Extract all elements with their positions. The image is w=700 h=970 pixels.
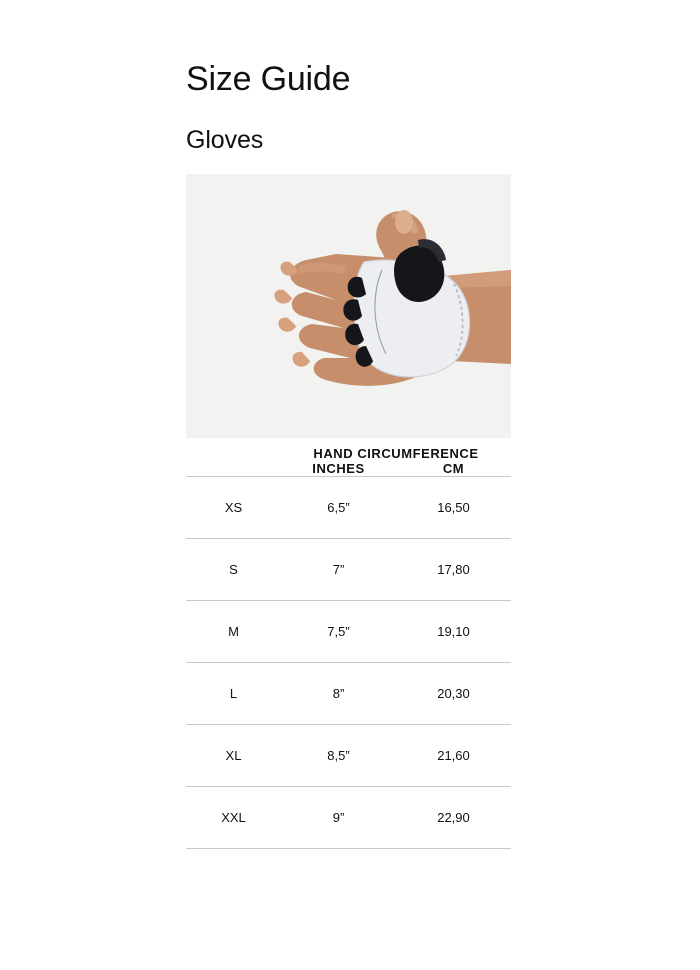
table-row [186, 539, 511, 601]
size-cell: XL [186, 725, 281, 787]
cm-cell: 22,90 [396, 787, 511, 849]
size-cell: XS [186, 477, 281, 539]
glove-illustration [186, 174, 511, 438]
size-cell: XXL [186, 787, 281, 849]
table-row [186, 663, 511, 725]
size-table [186, 446, 511, 849]
inches-cell: 9” [281, 787, 396, 849]
table-column-header-row [186, 461, 511, 477]
cm-cell: 17,80 [396, 539, 511, 601]
size-cell: M [186, 601, 281, 663]
cm-cell: 20,30 [396, 663, 511, 725]
size-cell: S [186, 539, 281, 601]
table-row [186, 787, 511, 849]
cm-column-header: CM [442, 461, 465, 476]
table-row [186, 725, 511, 787]
inches-cell: 7” [281, 539, 396, 601]
empty-corner-cell [186, 446, 281, 461]
size-column-header [186, 461, 281, 477]
size-table-container [186, 446, 511, 849]
cm-cell: 19,10 [396, 601, 511, 663]
table-row [186, 601, 511, 663]
size-cell: L [186, 663, 281, 725]
table-group-header-row [186, 446, 511, 461]
inches-cell: 7,5” [281, 601, 396, 663]
table-row [186, 477, 511, 539]
cm-cell: 21,60 [396, 725, 511, 787]
inches-cell: 8,5” [281, 725, 396, 787]
page-subtitle: Gloves [186, 125, 264, 154]
inches-column-header: INCHES [312, 461, 365, 476]
glove-product-photo [186, 174, 511, 438]
inches-cell: 8” [281, 663, 396, 725]
inches-cell: 6,5” [281, 477, 396, 539]
cm-cell: 16,50 [396, 477, 511, 539]
page-title: Size Guide [186, 59, 351, 98]
hand-circumference-header: HAND CIRCUMFERENCE [313, 446, 479, 461]
